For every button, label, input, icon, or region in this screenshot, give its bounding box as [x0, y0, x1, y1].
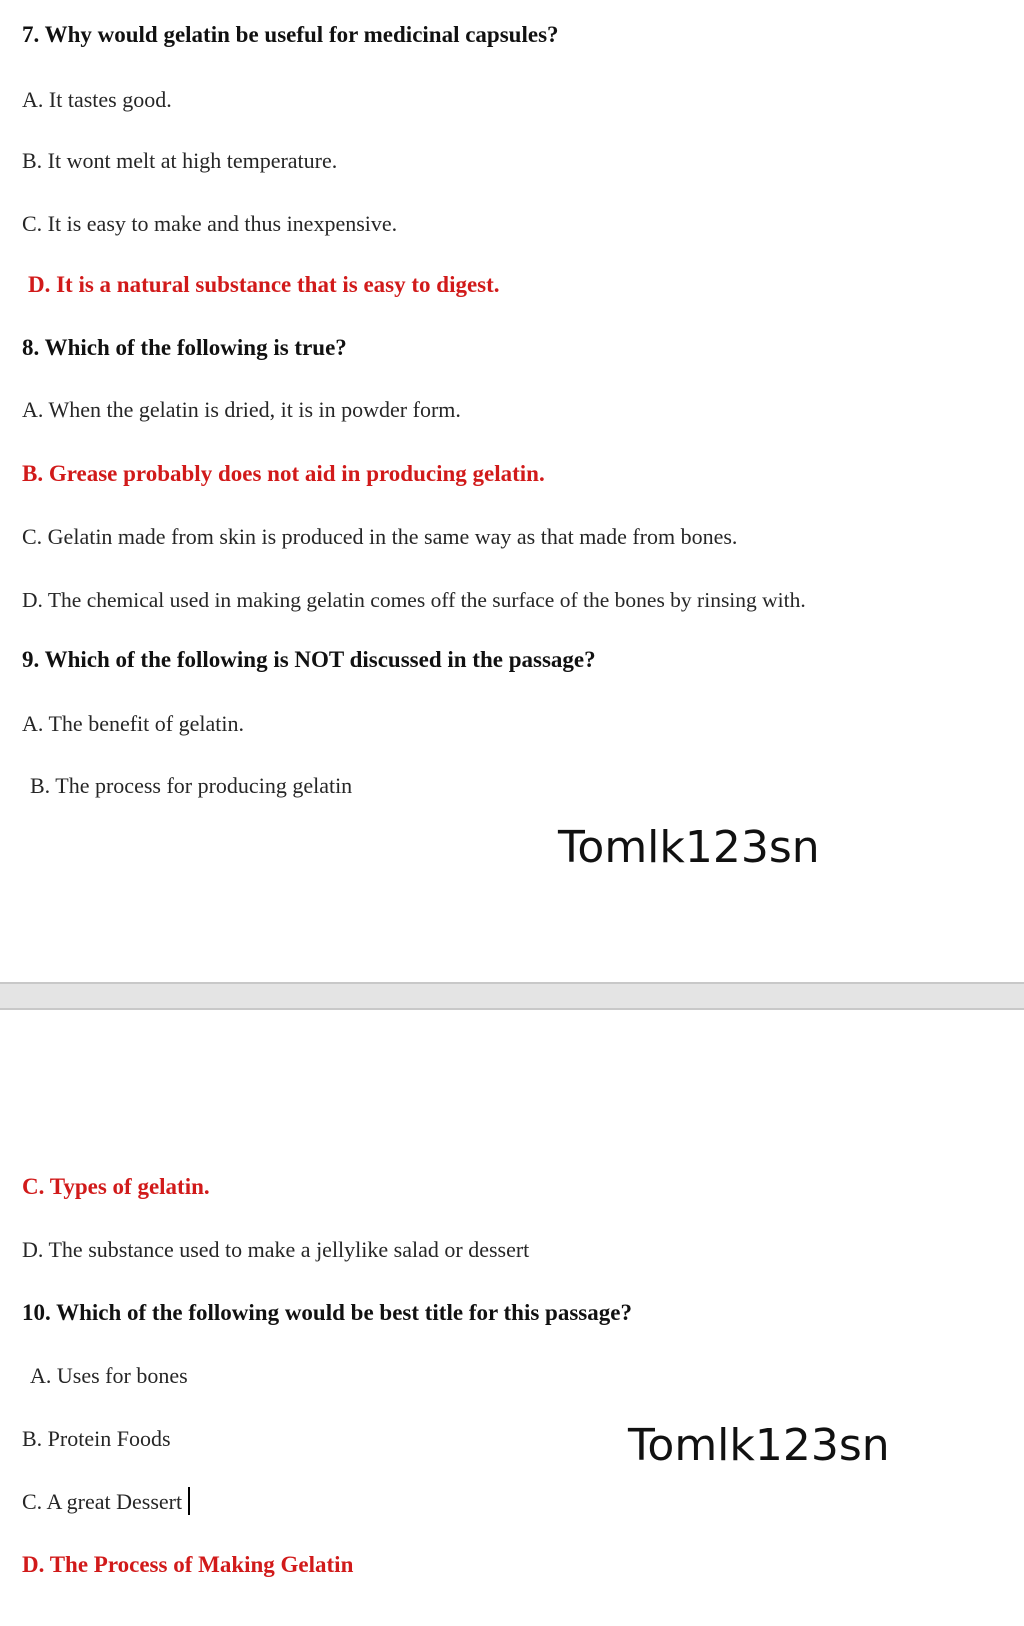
- page-break-separator: [0, 982, 1024, 1010]
- question-9: 9. Which of the following is NOT discussed in the passage?: [22, 647, 596, 672]
- watermark-text-2: Tomlk123sn: [628, 1420, 890, 1471]
- q10-option-a: A. Uses for bones: [30, 1363, 188, 1388]
- q8-option-b-correct: B. Grease probably does not aid in producing gelatin.: [22, 461, 545, 486]
- q7-option-a: A. It tastes good.: [22, 87, 172, 112]
- text-cursor: [188, 1487, 190, 1515]
- q9-option-b: B. The process for producing gelatin: [30, 773, 353, 798]
- q8-option-a: A. When the gelatin is dried, it is in powder form.: [22, 397, 461, 422]
- question-8: 8. Which of the following is true?: [22, 335, 347, 360]
- q7-option-c: C. It is easy to make and thus inexpensive.: [22, 211, 398, 236]
- question-7: 7. Why would gelatin be useful for medicinal capsules?: [22, 22, 559, 47]
- q9-option-c-correct: C. Types of gelatin.: [22, 1174, 210, 1199]
- q8-option-c: C. Gelatin made from skin is produced in the same way as that made from bones.: [22, 524, 738, 549]
- q9-option-a: A. The benefit of gelatin.: [22, 711, 244, 736]
- q10-option-c: [22, 1487, 190, 1517]
- q10-option-b: B. Protein Foods: [22, 1426, 171, 1451]
- q10-option-d-correct: D. The Process of Making Gelatin: [22, 1552, 354, 1577]
- q7-option-b: B. It wont melt at high temperature.: [22, 148, 338, 173]
- q7-option-d-correct: D. It is a natural substance that is easy to digest.: [28, 272, 500, 297]
- q8-option-d: D. The chemical used in making gelatin comes off the surface of the bones by rinsing with.: [22, 588, 806, 612]
- question-10: 10. Which of the following would be best title for this passage?: [22, 1300, 632, 1325]
- q9-option-d: D. The substance used to make a jellylike salad or dessert: [22, 1237, 530, 1262]
- q10-option-c-text: C. A great Dessert: [22, 1489, 183, 1514]
- watermark-text-1: Tomlk123sn: [558, 822, 820, 873]
